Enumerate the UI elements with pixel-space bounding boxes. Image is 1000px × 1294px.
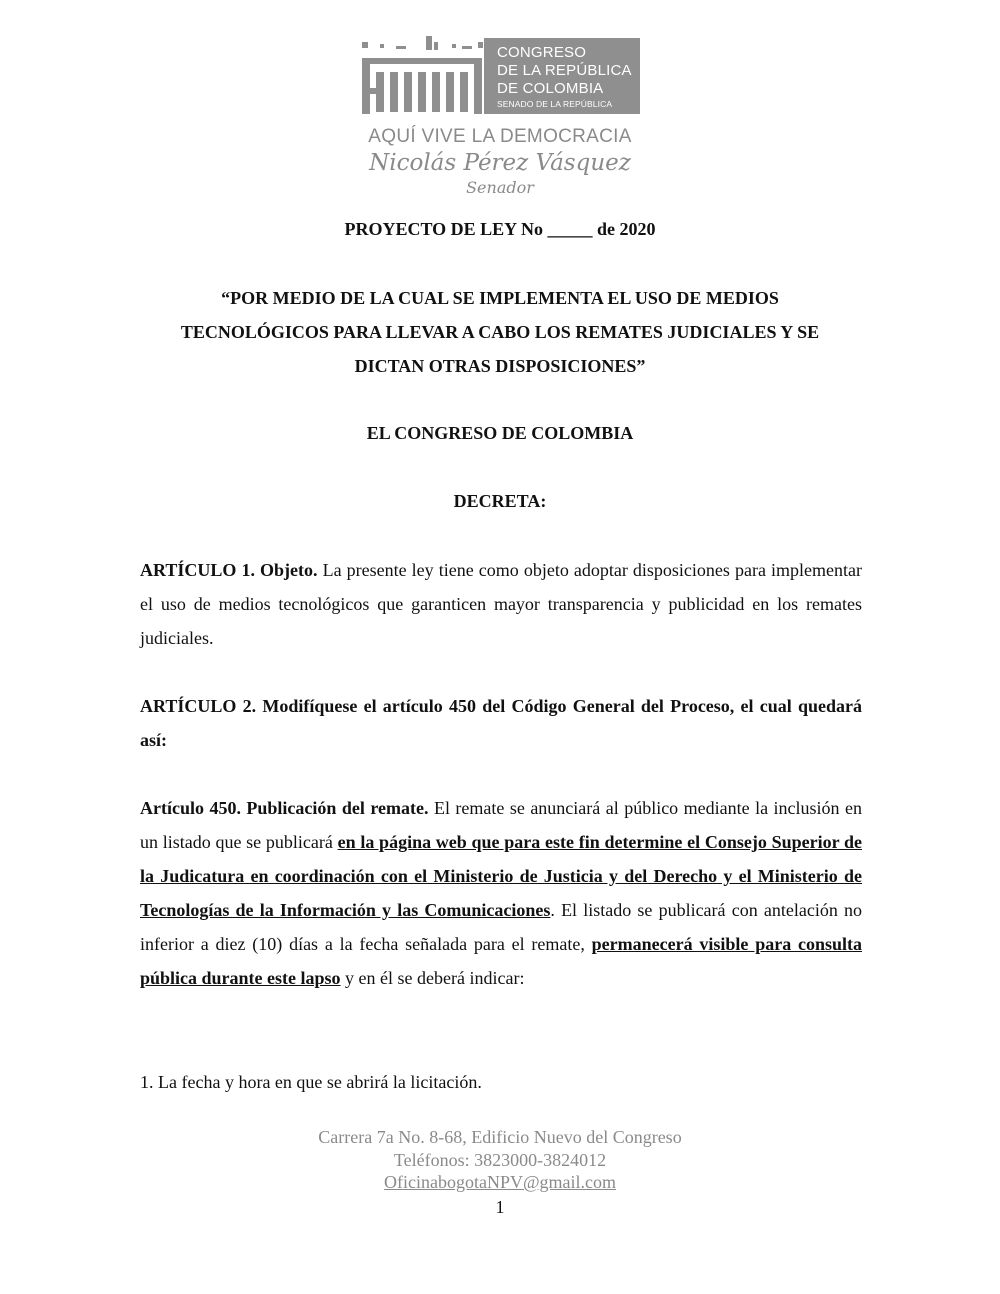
footer-address: Carrera 7a No. 8-68, Edificio Nuevo del Congreso bbox=[318, 1127, 682, 1147]
logo-text-line4: SENADO DE LA REPÚBLICA bbox=[497, 99, 613, 109]
article-1-text: La presente ley tiene como objeto adoptar disposiciones para implementar el uso de medios tecnológicos que garanticen mayor transparencia y publicidad en los remates judiciales. bbox=[140, 560, 862, 648]
article-450 bbox=[140, 791, 862, 995]
footer-email-link[interactable]: OficinabogotaNPV@gmail.com bbox=[383, 1172, 617, 1192]
footer-email-wrap bbox=[0, 1171, 1000, 1193]
capitol-icon bbox=[360, 32, 484, 118]
logo-text-line2: DE LA REPÚBLICA bbox=[497, 62, 632, 79]
logo-text-line3: DE COLOMBIA bbox=[497, 80, 604, 97]
article-450-text-2: . El listado se publicará con antelación no inferior a diez (10) días a la fecha señalada para el remate, bbox=[140, 900, 862, 954]
footer-phones: Teléfonos: 3823000-3824012 bbox=[393, 1150, 607, 1170]
logo-text-line1: CONGRESO bbox=[497, 44, 587, 61]
motto: AQUÍ VIVE LA DEMOCRACIA bbox=[368, 126, 632, 147]
congress-logo bbox=[360, 32, 640, 118]
article-450-underlined-1: en la página web que para este fin determine el Consejo Superior de la Judicatura en coordinación con el Ministerio de Justicia y del Derecho y el Ministerio de Tecnologías de la Información y las Comunicaciones bbox=[140, 832, 862, 920]
page-number: 1 bbox=[495, 1197, 505, 1217]
decree-heading: DECRETA: bbox=[453, 491, 547, 511]
bill-number: PROYECTO DE LEY No _____ de 2020 bbox=[344, 219, 656, 239]
senator-role: Senador bbox=[466, 178, 534, 197]
article-450-heading: Artículo 450. Publicación del remate. bbox=[140, 798, 429, 818]
list-item-1: 1. La fecha y hora en que se abrirá la licitación. bbox=[140, 1072, 482, 1092]
senator-name: Nicolás Pérez Vásquez bbox=[369, 150, 631, 176]
article-1-heading: ARTÍCULO 1. Objeto. bbox=[140, 560, 318, 580]
article-1 bbox=[140, 553, 862, 655]
article-450-text-3: y en él se deberá indicar: bbox=[340, 968, 525, 988]
bill-title: “POR MEDIO DE LA CUAL SE IMPLEMENTA EL USO DE MEDIOS TECNOLÓGICOS PARA LLEVAR A CABO LOS REMATES JUDICIALES Y SE DICTAN OTRAS DISPOSICIONES” bbox=[180, 288, 820, 376]
article-450-text-1: El remate se anunciará al público mediante la inclusión en un listado que se publicará bbox=[140, 798, 863, 852]
issuer: EL CONGRESO DE COLOMBIA bbox=[366, 423, 634, 443]
article-450-underlined-2: permanecerá visible para consulta pública durante este lapso bbox=[140, 934, 862, 988]
article-2: ARTÍCULO 2. Modifíquese el artículo 450 del Código General del Proceso, el cual quedará así: bbox=[140, 696, 862, 750]
